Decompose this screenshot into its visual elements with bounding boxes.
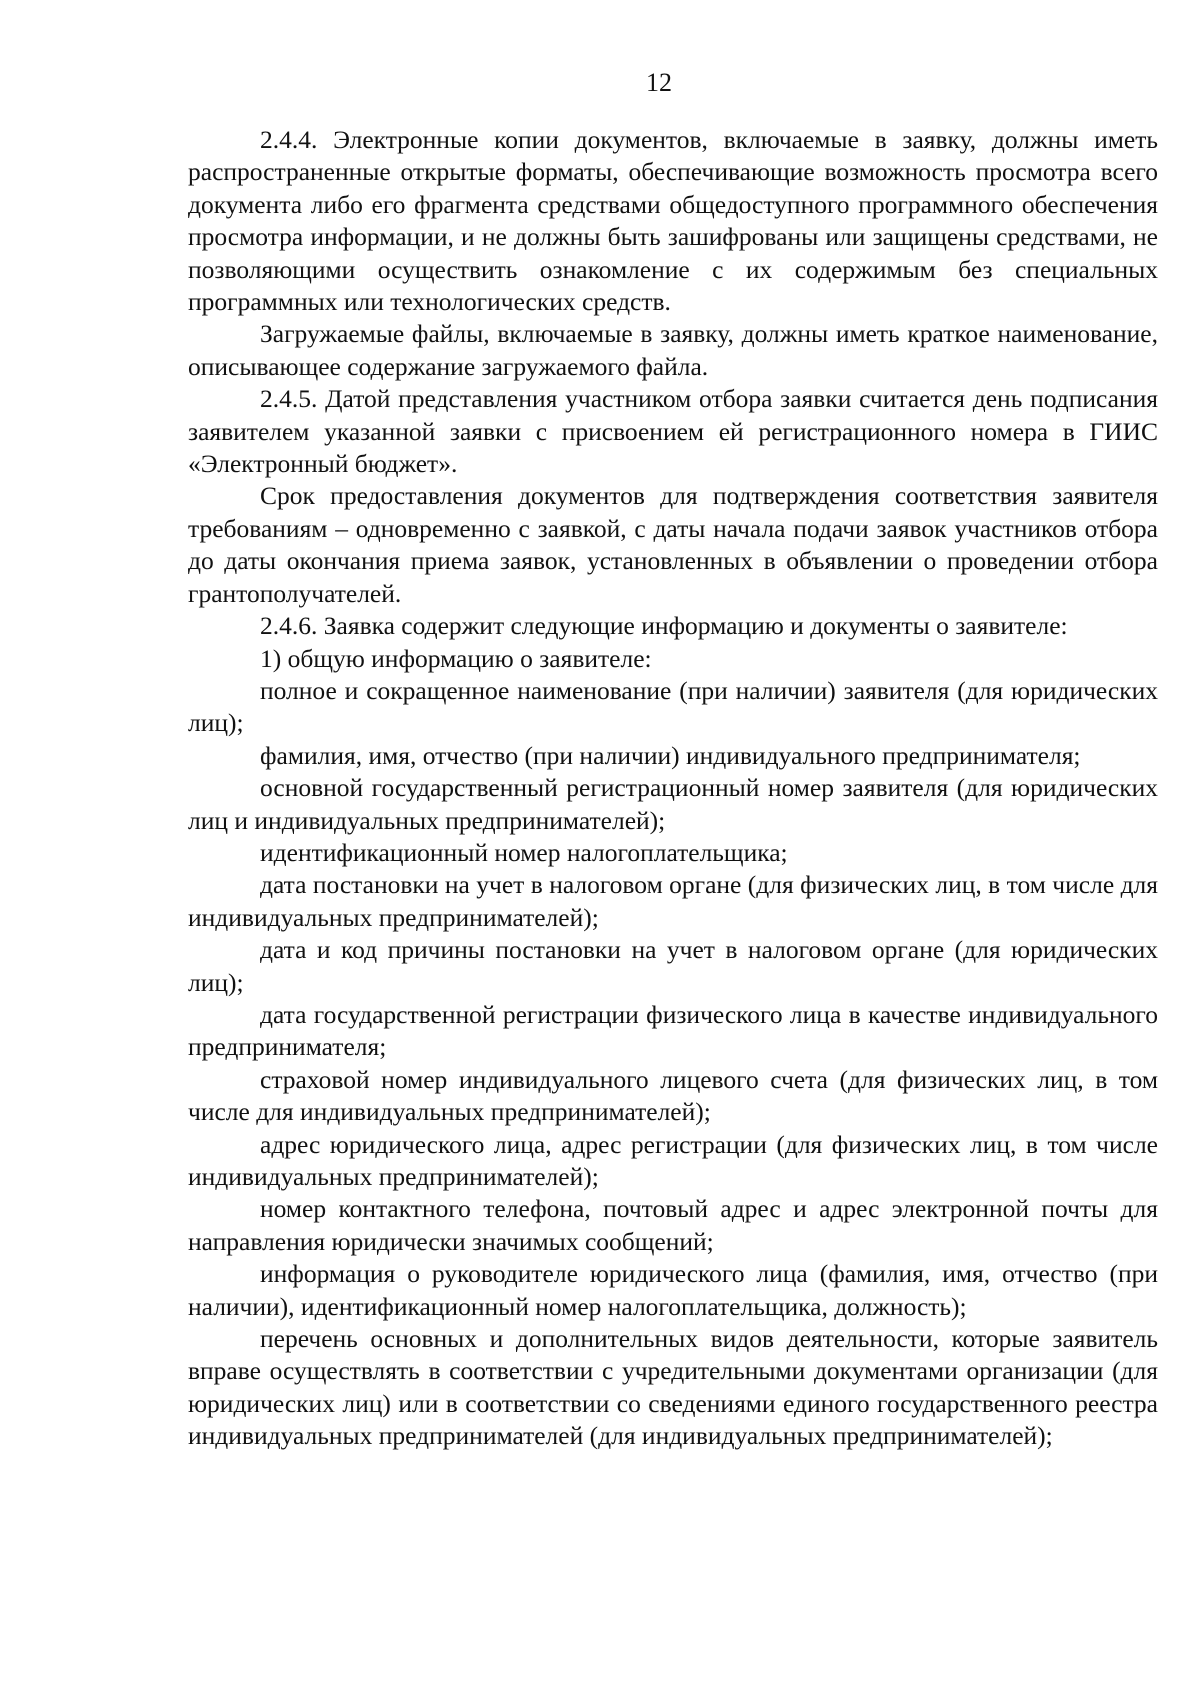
list-item-entrepreneur-name: фамилия, имя, отчество (при наличии) индивидуального предпринимателя; [260, 740, 1081, 770]
paragraph-general-info: 1) общую информацию о заявителе: [260, 643, 652, 673]
list-item-ogrn: основной государственный регистрационный номер заявителя (для юридических лиц и индивидуальных предпринимателей); [188, 773, 1158, 835]
list-item-activities: перечень основных и дополнительных видов деятельности, которые заявитель вправе осуществлять в соответствии с учредительными документами организации (для юридических лиц) или в соответствии со сведениями единого государственного реестра индивидуальных предпринимателей (для индивидуальных предпринимателей); [188, 1324, 1158, 1451]
page-number: 12 [646, 68, 672, 97]
list-item-state-registration-date: дата государственной регистрации физического лица в качестве индивидуального предпринимателя; [188, 999, 1158, 1062]
paragraph-2-4-5: 2.4.5. Датой представления участником отбора заявки считается день подписания заявителем указанной заявки с присвоением ей регистрационного номера в ГИИС «Электронный бюджет». [188, 384, 1158, 479]
paragraph-submission-deadline: Срок предоставления документов для подтверждения соответствия заявителя требованиям – одновременно с заявкой, с даты начала подачи заявок участников отбора до даты окончания приема заявок, установленных в объявлении о проведении отбора грантополучателей. [188, 481, 1158, 608]
list-item-kpp: дата и код причины постановки на учет в налоговом органе (для юридических лиц); [188, 935, 1158, 997]
paragraph-2-4-4: 2.4.4. Электронные копии документов, включаемые в заявку, должны иметь распространенные открытые форматы, обеспечивающие возможность просмотра всего документа либо его фрагмента средствами общедоступного программного обеспечения просмотра информации, и не должны быть зашифрованы или защищены средствами, не позволяющими осуществить ознакомление с их содержимым без специальных программных или технологических средств. [188, 125, 1158, 317]
list-item-contacts: номер контактного телефона, почтовый адрес и адрес электронной почты для направления юридически значимых сообщений; [188, 1194, 1158, 1256]
list-item-full-name: полное и сокращенное наименование (при наличии) заявителя (для юридических лиц); [188, 675, 1158, 738]
list-item-address: адрес юридического лица, адрес регистрации (для физических лиц, в том числе индивидуальных предпринимателей); [188, 1129, 1158, 1191]
list-item-inn: идентификационный номер налогоплательщика; [260, 837, 788, 867]
list-item-head-info: информация о руководителе юридического лица (фамилия, имя, отчество (при наличии), идентификационный номер налогоплательщика, должность); [188, 1259, 1158, 1321]
paragraph-uploaded-files: Загружаемые файлы, включаемые в заявку, должны иметь краткое наименование, описывающее содержание загружаемого файла. [188, 319, 1158, 381]
list-item-snils: страховой номер индивидуального лицевого счета (для физических лиц, в том числе для индивидуальных предпринимателей); [188, 1064, 1158, 1127]
list-item-tax-registration-date: дата постановки на учет в налоговом органе (для физических лиц, в том числе для индивидуальных предпринимателей); [188, 870, 1158, 932]
paragraph-2-4-6: 2.4.6. Заявка содержит следующие информацию и документы о заявителе: [260, 611, 1068, 641]
document-body [188, 124, 1158, 1453]
